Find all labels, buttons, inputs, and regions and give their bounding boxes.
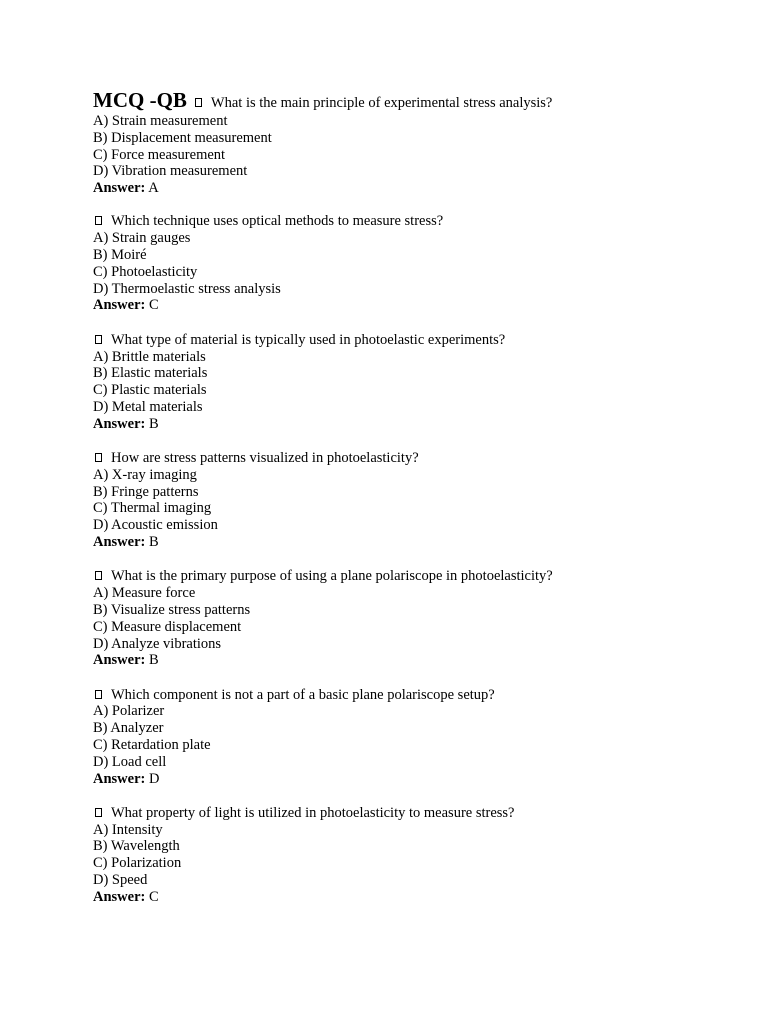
option-c: C) Retardation plate bbox=[93, 737, 211, 753]
checkbox-glyph-icon bbox=[95, 335, 102, 344]
option-a: A) Polarizer bbox=[93, 703, 165, 720]
question-text: Which component is not a part of a basic plane polariscope setup? bbox=[111, 686, 495, 703]
option-c: C) Photoelasticity bbox=[93, 263, 198, 280]
answer-line: Answer: C bbox=[93, 297, 159, 314]
document-page bbox=[93, 88, 713, 923]
option-b: B) Displacement measurement bbox=[93, 129, 272, 146]
option-a: A) Strain gauges bbox=[93, 230, 191, 247]
answer-value: B bbox=[148, 415, 159, 432]
question-text: What is the main principle of experimental stress analysis? bbox=[210, 95, 553, 111]
option-c: C) Thermal imaging bbox=[93, 500, 212, 517]
question-text: What type of material is typically used in photoelastic experiments? bbox=[111, 331, 506, 348]
option-c: C) Measure displacement bbox=[93, 618, 242, 635]
option-c: C) Force measurement bbox=[93, 146, 226, 163]
option-b: B) Elastic materials bbox=[93, 365, 208, 382]
checkbox-glyph-icon bbox=[95, 216, 102, 225]
option-b: B) Fringe patterns bbox=[93, 483, 199, 500]
question-1 bbox=[93, 88, 713, 197]
option-d: D) Metal materials bbox=[93, 398, 203, 415]
answer-line: Answer: C bbox=[93, 888, 159, 905]
question-text: What is the primary purpose of using a plane polariscope in photoelasticity? bbox=[111, 568, 553, 585]
question-line bbox=[93, 450, 713, 467]
option-d: D) Speed bbox=[93, 872, 148, 889]
answer-line: Answer: B bbox=[93, 652, 159, 669]
option-b: B) Wavelength bbox=[93, 838, 180, 855]
option-d: D) Analyze vibrations bbox=[93, 635, 222, 652]
option-d: D) Acoustic emission bbox=[93, 517, 218, 534]
option-c: C) Plastic materials bbox=[93, 382, 207, 399]
option-d: D) Vibration measurement bbox=[93, 163, 248, 180]
option-a: A) X-ray imaging bbox=[93, 466, 197, 483]
answer-line: Answer: A bbox=[93, 180, 159, 197]
document-title: MCQ -QB bbox=[93, 88, 187, 112]
question-line bbox=[93, 568, 713, 585]
question-6 bbox=[93, 687, 713, 788]
answer-value: C bbox=[148, 888, 159, 905]
answer-value: A bbox=[148, 180, 159, 197]
answer-line: Answer: D bbox=[93, 770, 160, 787]
option-a: A) Strain measurement bbox=[93, 113, 228, 129]
checkbox-glyph-icon bbox=[95, 571, 102, 580]
question-text: How are stress patterns visualized in photoelasticity? bbox=[111, 450, 419, 467]
question-3 bbox=[93, 332, 713, 433]
option-d: D) Thermoelastic stress analysis bbox=[93, 280, 281, 297]
checkbox-glyph-icon bbox=[195, 98, 202, 107]
option-c: C) Polarization bbox=[93, 855, 182, 872]
option-d: D) Load cell bbox=[93, 753, 167, 770]
option-b: B) Visualize stress patterns bbox=[93, 601, 251, 618]
option-b: B) Analyzer bbox=[93, 720, 164, 737]
question-line bbox=[93, 213, 713, 230]
checkbox-glyph-icon bbox=[95, 690, 102, 699]
answer-value: D bbox=[148, 770, 160, 787]
title-line bbox=[93, 88, 713, 112]
checkbox-glyph-icon bbox=[95, 453, 102, 462]
question-5 bbox=[93, 568, 713, 669]
answer-value: B bbox=[148, 534, 159, 551]
question-text: Which technique uses optical methods to measure stress? bbox=[111, 213, 444, 230]
option-b: B) Moiré bbox=[93, 247, 147, 264]
question-line bbox=[93, 805, 713, 822]
question-4 bbox=[93, 450, 713, 551]
option-a: A) Measure force bbox=[93, 585, 196, 602]
question-7 bbox=[93, 805, 713, 906]
question-line bbox=[93, 332, 713, 349]
checkbox-glyph-icon bbox=[95, 808, 102, 817]
answer-value: C bbox=[148, 297, 159, 314]
option-a: A) Intensity bbox=[93, 821, 163, 838]
question-2 bbox=[93, 213, 713, 314]
answer-value: B bbox=[148, 652, 159, 669]
answer-line: Answer: B bbox=[93, 415, 159, 432]
question-text: What property of light is utilized in photoelasticity to measure stress? bbox=[111, 804, 515, 821]
question-line bbox=[93, 687, 713, 704]
answer-line: Answer: B bbox=[93, 534, 159, 551]
option-a: A) Brittle materials bbox=[93, 348, 206, 365]
